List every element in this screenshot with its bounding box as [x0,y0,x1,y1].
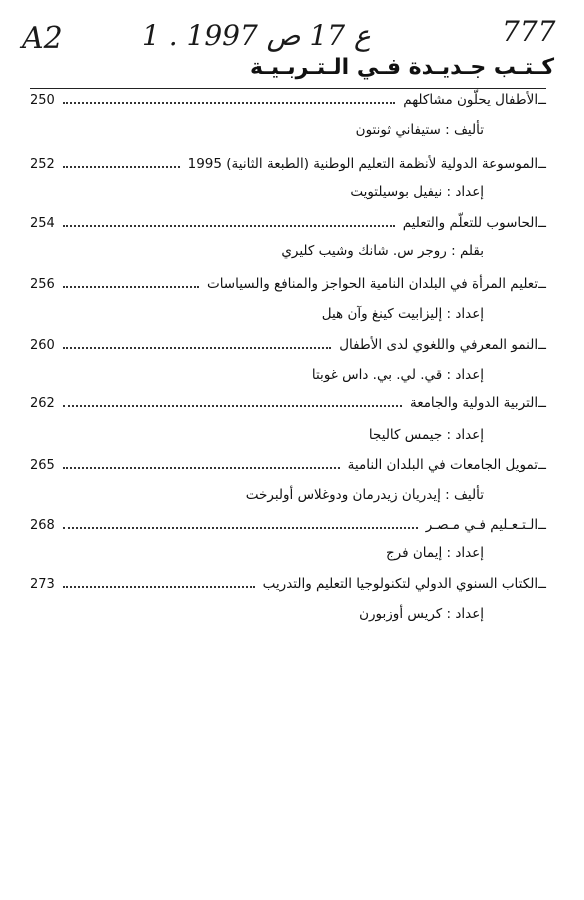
entry-title: الـتـعـليم فـي مـصـر [425,517,539,533]
entry-dash: ــ [538,92,546,108]
toc-entry [30,333,546,353]
entry-title: التربية الدولية والجامعة [409,395,539,411]
dot-leader [63,466,340,469]
entry-page-number: 268 [30,518,55,533]
entry-title: الأطفال يحلّون مشاكلهم [403,92,539,108]
entry-page-number: 254 [30,216,55,231]
dot-leader [63,346,331,349]
entry-page-number: 262 [30,396,55,411]
entry-credit: إعداد : نيفيل بوسيلتويت [350,184,484,200]
entry-title: الكتاب السنوي الدولي لتكنولوجيا التعليم والتدريب [262,576,539,592]
toc-entry [30,453,546,473]
handwritten-code: A2 [22,21,63,56]
handwritten-date: 1 . ع 17 ص 1997 [142,19,371,52]
entry-page-number: 265 [30,458,55,473]
entry-title: الموسوعة الدولية لأنظمة التعليم الوطنية (الطبعة الثانية) 1995 [187,156,539,172]
handwritten-number: 777 [502,15,556,48]
entry-title: النمو المعرفي واللغوي لدى الأطفال [339,337,539,353]
entry-dash: ــ [538,517,546,533]
entry-dash: ــ [538,215,546,231]
dot-leader [63,101,395,104]
entry-credit: إعداد : قي. لي. بي. داس غوبتا [311,367,484,383]
toc-entry [30,211,546,231]
entry-page-number: 250 [30,93,55,108]
toc-entry [30,391,546,411]
page-title: كـتـب جـديـدة فـي الـتـربـيـة [250,55,554,80]
toc-entry [30,572,546,592]
entry-dash: ــ [538,337,546,353]
entry-page-number: 273 [30,577,55,592]
entry-title: تمويل الجامعات في البلدان النامية [347,457,539,473]
entry-credit: إعداد : إيمان فرج [385,545,484,561]
entry-credit: بقلم : روجر س. شانك وشيب كليري [281,243,484,259]
entry-dash: ــ [538,395,546,411]
toc-entry [30,88,546,108]
entry-dash: ــ [538,276,546,292]
toc-entry [30,152,546,172]
entry-page-number: 256 [30,277,55,292]
entry-page-number: 252 [30,157,55,172]
entry-credit: إعداد : إليزابيت كينغ وآن هيل [321,306,484,322]
entry-credit: إعداد : كريس أوزبورن [359,606,484,622]
entry-title: تعليم المرأة في البلدان النامية الحواجز والمنافع والسياسات [206,276,539,292]
entry-title: الحاسوب للتعلّم والتعليم [402,215,539,231]
dot-leader [63,165,180,168]
dot-leader [63,585,255,588]
entry-dash: ــ [538,156,546,172]
entry-credit: تأليف : إيدريان زيدرمان ودوغلاس أولبرخت [245,487,484,503]
toc-entry [30,272,546,292]
entry-credit: تأليف : ستيفاني ثونتون [355,122,484,138]
dot-leader [63,404,402,407]
entry-credit: إعداد : جيمس كاليجا [368,427,484,443]
dot-leader [63,285,199,288]
entry-page-number: 260 [30,338,55,353]
entry-dash: ــ [538,576,546,592]
entry-dash: ــ [538,457,546,473]
dot-leader [63,224,395,227]
toc-entry [30,513,546,533]
dot-leader [63,526,418,529]
